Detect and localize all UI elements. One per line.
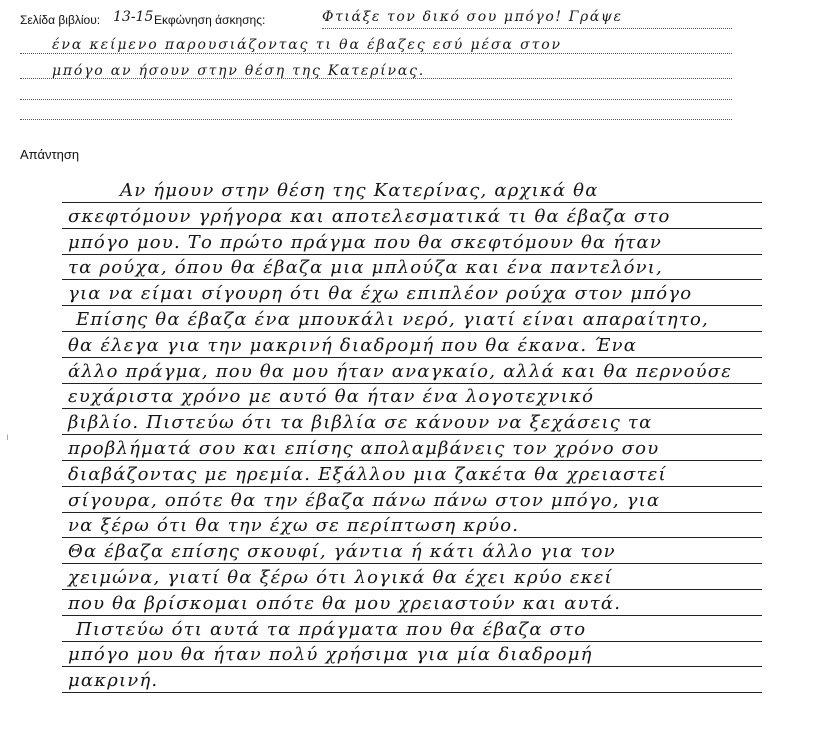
dotted-line <box>20 53 732 54</box>
ruled-line <box>62 434 762 435</box>
ruled-line <box>62 537 762 538</box>
ruled-line <box>62 331 762 332</box>
answer-line: Αν ήμουν στην θέση της Κατερίνας, αρχικά θα <box>120 180 599 201</box>
ruled-line <box>62 666 762 667</box>
answer-line: Επίσης θα έβαζα ένα μπουκάλι νερό, γιατί είναι απαραίτητο, <box>76 309 709 330</box>
dotted-line <box>20 78 732 79</box>
ruled-line <box>62 202 762 203</box>
exercise-label: Εκφώνηση άσκησης: <box>154 13 266 27</box>
answer-line: χειμώνα, γιατί θα ξέρω ότι λογικά θα έχει κρύο εκεί <box>68 567 613 588</box>
ruled-line <box>62 589 762 590</box>
prompt-line-2: ένα κείμενο παρουσιάζοντας τι θα έβαζες εσύ μέσα στον <box>52 37 562 53</box>
ruled-line <box>62 641 762 642</box>
answer-line: σίγουρα, οπότε θα την έβαζα πάνω πάνω στον μπόγο, για <box>68 489 661 511</box>
ruled-line <box>62 460 762 461</box>
answer-line: να ξέρω ότι θα την έχω σε περίπτωση κρύο. <box>68 515 520 537</box>
ruled-line <box>62 305 762 306</box>
ruled-line <box>62 692 762 693</box>
prompt-line-1: Φτιάξε τον δικό σου μπόγο! Γράψε <box>322 9 623 25</box>
answer-line: Θα έβαζα επίσης σκουφί, γάντια ή κάτι άλλο για τον <box>68 541 616 563</box>
ruled-line <box>62 408 762 409</box>
book-page-label: Σελίδα βιβλίου: <box>20 13 101 27</box>
answer-line: θα έλεγα για την μακρινή διαδρομή που θα έκανα. Ένα <box>68 334 638 356</box>
ruled-line <box>62 254 762 255</box>
answer-line: για να είμαι σίγουρη ότι θα έχω επιπλέον ρούχα στον μπόγο <box>68 283 693 305</box>
answer-line: μπόγο μου θα ήταν πολύ χρήσιμα για μία διαδρομή <box>68 644 593 666</box>
answer-line: που θα βρίσκομαι οπότε θα μου χρειαστούν και αυτά. <box>68 592 622 614</box>
answer-line: προβλήματά σου και επίσης απολαμβάνεις τον χρόνο σου <box>68 438 660 459</box>
ruled-line <box>62 512 762 513</box>
ruled-line <box>62 486 762 487</box>
margin-mark: ı <box>6 432 9 443</box>
ruled-line <box>62 357 762 358</box>
answer-line: βιβλίο. Πιστεύω ότι τα βιβλία σε κάνουν να ξεχάσεις τα <box>68 412 653 434</box>
answer-line: ευχάριστα χρόνο με αυτό θα ήταν ένα λογοτεχνικό <box>68 386 595 408</box>
answer-line: άλλο πράγμα, που θα μου ήταν αναγκαίο, αλλά και θα περνούσε <box>68 360 733 382</box>
dotted-line <box>20 119 732 120</box>
ruled-line <box>62 279 762 280</box>
answer-line: τα ρούχα, όπου θα έβαζα μια μπλούζα και ένα παντελόνι, <box>68 257 663 279</box>
ruled-line <box>62 228 762 229</box>
answer-line: Πιστεύω ότι αυτά τα πράγματα που θα έβαζα στο <box>76 618 587 640</box>
book-page-value: 13-15 <box>113 9 154 25</box>
answer-line: μακρινή. <box>68 670 159 692</box>
answer-label: Απάντηση <box>20 147 80 162</box>
dotted-line <box>20 99 732 100</box>
ruled-line <box>62 615 762 616</box>
answer-line: σκεφτόμουν γρήγορα και αποτελεσματικά τι θα έβαζα στο <box>68 205 671 227</box>
dotted-line <box>322 28 732 29</box>
prompt-line-3: μπόγο αν ήσουν στην θέση της Κατερίνας. <box>52 63 425 79</box>
answer-line: μπόγο μου. Το πρώτο πράγμα που θα σκεφτόμουν θα ήταν <box>68 231 662 253</box>
answer-line: διαβάζοντας με ηρεμία. Εξάλλου μια ζακέτα θα χρειαστεί <box>68 463 667 485</box>
ruled-line <box>62 383 762 384</box>
ruled-line <box>62 563 762 564</box>
